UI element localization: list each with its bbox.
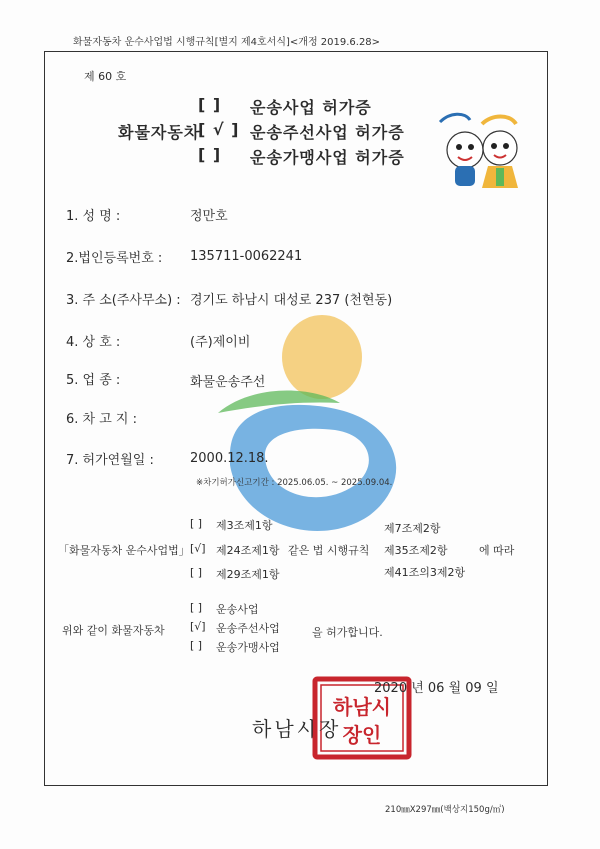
grant-tail: 을 허가합니다.	[312, 626, 383, 639]
field-label-permit-date: 7. 허가연월일 :	[66, 453, 154, 468]
field-label-address: 3. 주 소(주사무소) :	[66, 293, 181, 308]
grant-option-2-text: 운송주선사업	[216, 622, 280, 635]
seal-text-top: 하남시	[333, 695, 391, 719]
field-label-name: 1. 성 명 :	[66, 209, 121, 224]
mascot-illustration	[420, 110, 530, 192]
rule-2: 제35조제2항	[384, 544, 448, 557]
law-name: 「화물자동차 운수사업법」	[58, 544, 190, 557]
grant-option-3-text: 운송가맹사업	[216, 641, 280, 654]
paper-spec-footer: 210㎜X297㎜(백상지150g/㎡)	[385, 805, 505, 815]
according-to: 에 따라	[479, 544, 515, 557]
field-value-corp-number: 135711-0062241	[190, 249, 303, 264]
title-prefix: 화물자동차	[118, 123, 201, 142]
field-label-company: 4. 상 호 :	[66, 335, 121, 350]
law-clause-1-mark: [ ]	[190, 517, 203, 530]
law-clause-1-text: 제3조제1항	[216, 519, 273, 532]
grant-option-1-mark: [ ]	[190, 601, 203, 614]
rule-1: 제7조제2항	[384, 522, 441, 535]
field-value-address: 경기도 하남시 대성로 237 (천현동)	[190, 293, 393, 308]
logo-sun	[282, 315, 362, 399]
law-clause-2-mark: [√]	[190, 542, 206, 555]
law-clause-3-mark: [ ]	[190, 566, 203, 579]
same-law-rules: 같은 법 시행규칙	[288, 544, 370, 557]
title-option-1-label: 운송사업 허가증	[250, 98, 372, 117]
title-option-2-label: 운송주선사업 허가증	[250, 123, 405, 142]
issue-date: 2020 년 06 월 09 일	[374, 681, 499, 696]
rule-3: 제41조의3제2항	[384, 566, 466, 579]
field-label-garage: 6. 차 고 지 :	[66, 412, 137, 427]
law-clause-3-text: 제29조제1항	[216, 568, 280, 581]
field-label-corp-number: 2.법인등록번호 :	[66, 251, 163, 266]
field-value-permit-date: 2000.12.18.	[190, 451, 269, 466]
title-option-3-mark: [ ]	[198, 145, 222, 164]
field-value-company: (주)제이비	[190, 335, 251, 350]
title-option-2-mark: [ √ ]	[198, 120, 240, 139]
logo-ring	[230, 405, 396, 531]
seal-text-bottom: 장인	[342, 723, 382, 747]
report-period-note: ※차기허가신고기간 : 2025.06.05. ~ 2025.09.04.	[196, 478, 393, 488]
title-option-3-label: 운송가맹사업 허가증	[250, 148, 405, 167]
title-option-1-mark: [ ]	[198, 95, 222, 114]
document-number: 제 60 호	[84, 70, 127, 83]
form-header: 화물자동차 운수사업법 시행규칙[별지 제4호서식]<개정 2019.6.28>	[73, 37, 381, 48]
field-value-business-type: 화물운송주선	[190, 375, 266, 390]
field-value-name: 정만호	[190, 209, 228, 224]
grant-option-2-mark: [√]	[190, 620, 206, 633]
grant-lead: 위와 같이 화물자동차	[62, 624, 165, 637]
grant-option-3-mark: [ ]	[190, 639, 203, 652]
field-label-business-type: 5. 업 종 :	[66, 373, 121, 388]
issuer: 하남시장	[252, 717, 342, 741]
grant-option-1-text: 운송사업	[216, 603, 259, 616]
law-clause-2-text: 제24조제1항	[216, 544, 280, 557]
